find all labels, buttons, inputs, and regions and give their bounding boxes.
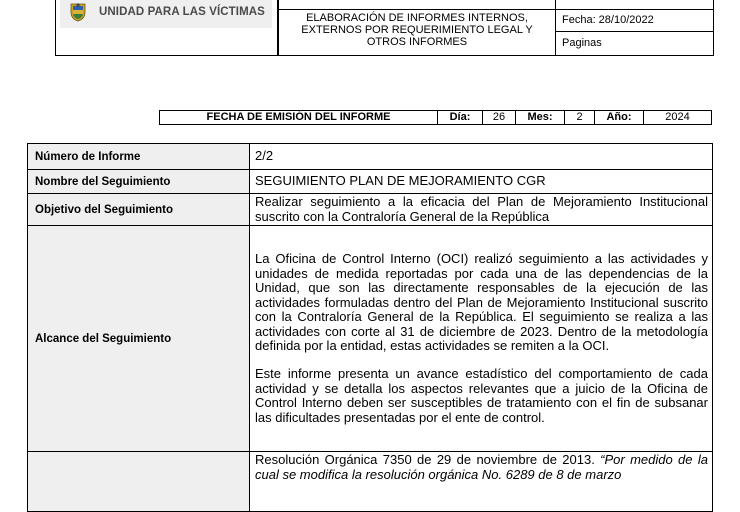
emission-date-label: FECHA DE EMISIÓN DEL INFORME xyxy=(160,111,438,124)
header-border xyxy=(55,55,714,56)
header-divider xyxy=(713,0,714,56)
pages-label: Paginas xyxy=(562,37,602,49)
table-row xyxy=(28,194,713,226)
scope-value xyxy=(250,226,713,452)
report-info-table xyxy=(27,143,713,512)
month-value: 2 xyxy=(565,111,595,124)
table-row xyxy=(28,226,713,452)
report-number-label: Número de Informe xyxy=(28,144,250,170)
objective-label: Objetivo del Seguimiento xyxy=(28,194,250,226)
header-divider xyxy=(555,31,714,32)
coat-of-arms-icon xyxy=(69,2,87,22)
emission-date-row xyxy=(159,110,712,125)
tracking-name-label: Nombre del Seguimiento xyxy=(28,170,250,194)
criteria-quote: “Por medido de la cual se modifica la resolución orgánica No. 6289 de 8 de marzo xyxy=(255,452,708,482)
scope-label: Alcance del Seguimiento xyxy=(28,226,250,452)
process-title: ELABORACIÓN DE INFORMES INTERNOS, EXTERNOS POR REQUERIMIENTO LEGAL Y OTROS INFORMES xyxy=(301,12,533,48)
scope-paragraph: Este informe presenta un avance estadístico del comportamiento de cada actividad y se detalla los aspectos relevantes que a juicio de la Oficina de Control Interno deben ser susceptibles de tratamiento con el fin de subsanar las dificultades presentadas por el ente de control. xyxy=(255,366,708,425)
header-divider xyxy=(555,9,714,10)
report-number-value: 2/2 xyxy=(250,144,713,170)
day-value: 26 xyxy=(483,111,516,124)
header-divider xyxy=(278,9,556,10)
scope-paragraph: La Oficina de Control Interno (OCI) realizó seguimiento a las actividades y unidades de medida reportadas por cada una de las dependencias de la Unidad, que son las directamente responsables de la ejecución de las actividades formuladas dentro del Plan de Mejoramiento Institucional suscrito con la Contraloría General de la República. El seguimiento se realiza a las actividades con corte al 31 de diciembre de 2023. Dentro de la metodología definida por la entidad, estas actividades se remiten a la OCI. xyxy=(255,250,708,354)
objective-value: Realizar seguimiento a la eficacia del Plan de Mejoramiento Institucional suscrito con la Contraloría General de la República xyxy=(250,194,713,226)
document-header xyxy=(55,0,714,56)
month-label: Mes: xyxy=(516,111,565,124)
logo-cell xyxy=(55,0,278,56)
table-row xyxy=(28,452,713,512)
tracking-name-value: SEGUIMIENTO PLAN DE MEJORAMIENTO CGR xyxy=(250,170,713,194)
criteria-label xyxy=(28,452,250,512)
organization-name: UNIDAD PARA LAS VÍCTIMAS xyxy=(99,6,265,18)
year-value: 2024 xyxy=(665,111,690,123)
criteria-value xyxy=(250,452,713,512)
criteria-text: Resolución Orgánica 7350 de 29 de noviembre de 2013. xyxy=(255,452,601,468)
logo-banner xyxy=(60,0,272,28)
year-label: Año: xyxy=(595,111,644,124)
table-row xyxy=(28,170,713,194)
document-date: Fecha: 28/10/2022 xyxy=(562,14,654,26)
table-row xyxy=(28,144,713,170)
day-label: Día: xyxy=(438,111,483,124)
